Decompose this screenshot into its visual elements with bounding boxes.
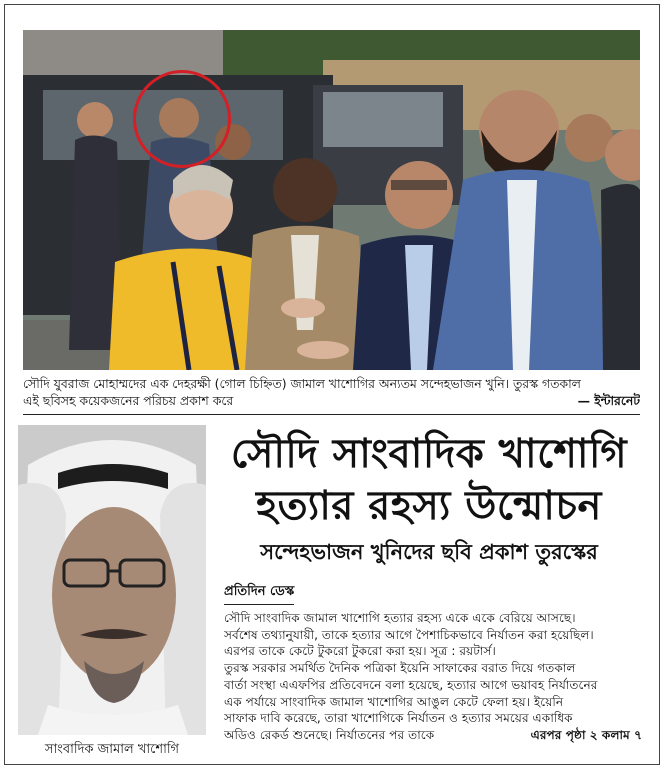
byline: প্রতিদিন ডেস্ক	[224, 582, 294, 605]
article-line: এক পর্যায়ে সাংবাদিক জামাল খাশোগির আঙুল কেটে ফেলা হয়। ইয়েনি	[224, 694, 564, 709]
photo-caption	[23, 375, 640, 409]
article-line: বার্তা সংস্থা এএফপির প্রতিবেদনে বলা হয়েছে, হত্যার আগে ভয়াবহ নির্যাতনের	[224, 677, 598, 692]
top-photo	[23, 30, 640, 370]
article-line: এরপর তাকে কেটে টুকরো টুকরো করা হয়। সূত্র : রয়টার্স।	[224, 644, 496, 659]
top-photo-scene	[23, 30, 640, 370]
subheadline: সন্দেহভাজন খুনিদের ছবি প্রকাশ তুরস্কের	[260, 539, 598, 564]
photo-credit: — ইন্টারনেট	[577, 393, 640, 408]
headline	[214, 428, 644, 532]
highlight-circle	[133, 70, 231, 168]
caption-line-2: এই ছবিসহ কয়েকজনের পরিচয় প্রকাশ করে	[23, 393, 234, 408]
continued-on-link[interactable]: এরপর পৃষ্ঠা ২ কলাম ৭	[530, 727, 642, 742]
article-line: সর্বশেষ তথ্যানুযায়ী, তাকে হত্যার আগে পৈশাচিকভাবে নির্যাতন করা হয়েছিল।	[224, 627, 594, 642]
headline-line-1: সৌদি সাংবাদিক খাশোগি	[230, 430, 628, 477]
article-line: সৌদি সাংবাদিক জামাল খাশোগি হত্যার রহস্য একে একে বেরিয়ে আসছে।	[224, 611, 576, 625]
portrait-caption: সাংবাদিক জামাল খাশোগি	[44, 742, 180, 757]
caption-line-1: সৌদি যুবরাজ মোহাম্মদের এক দেহরক্ষী (গোল চিহ্নিত) জামাল খাশোগির অন্যতম সন্দেহভাজন খুনি। তুরস্ক গতকাল	[23, 376, 581, 391]
article-line: তুরস্ক সরকার সমর্থিত দৈনিক পত্রিকা ইয়েনি সাফাকের বরাত দিয়ে গতকাল	[224, 661, 576, 676]
article-line: সাফাক দাবি করেছে, তারা খাশোগিকে নির্যাতন ও হত্যার সময়ের একাধিক	[224, 711, 573, 726]
section-divider	[23, 414, 640, 415]
headline-line-2: হত্যার রহস্য উন্মোচন	[256, 482, 602, 529]
article-body	[224, 610, 642, 744]
portrait-scene	[18, 425, 206, 735]
portrait-photo	[18, 425, 206, 735]
article-line: অডিও রেকর্ড শুনেছে। নির্যাতনের পর তাকে	[224, 727, 435, 742]
